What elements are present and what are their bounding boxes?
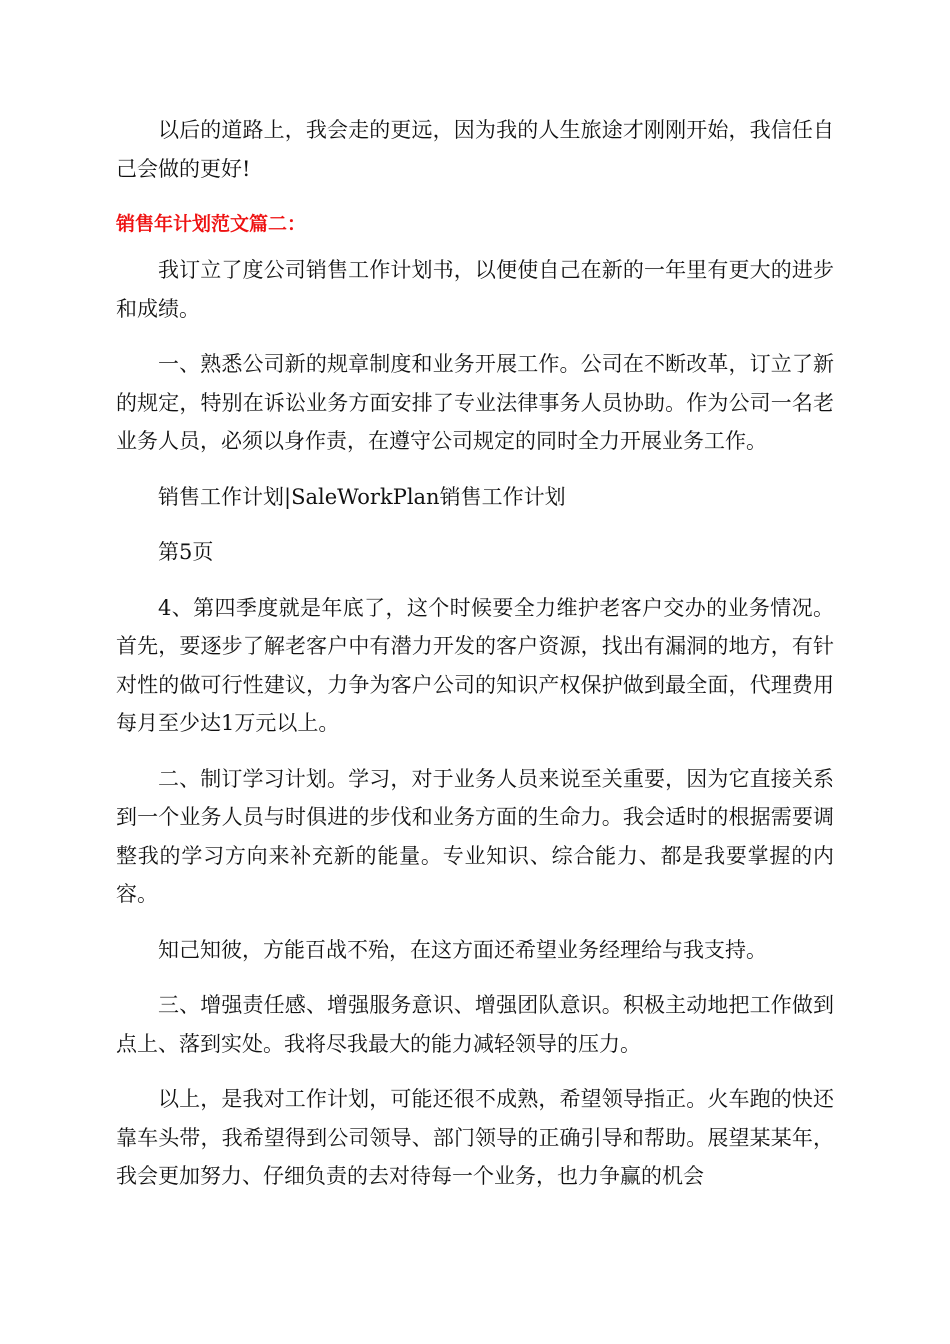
paragraph-point-three: 三、增强责任感、增强服务意识、增强团队意识。积极主动地把工作做到点上、落到实处。我将尽我最大的能力减轻领导的压力。 [116, 993, 834, 1056]
section-heading: 销售年计划范文篇二： [116, 213, 307, 235]
paragraph-running-title: 销售工作计划|SaleWorkPlan销售工作计划 [158, 484, 566, 509]
paragraph-closing-previous: 以后的道路上，我会走的更远，因为我的人生旅途才刚刚开始，我信任自己会做的更好! [116, 118, 834, 181]
paragraph-conclusion: 以上，是我对工作计划，可能还很不成熟，希望领导指正。火车跑的快还靠车头带，我希望得到公司领导、部门领导的正确引导和帮助。展望某某年，我会更加努力、仔细负责的去对待每一个业务，也力争赢的机会 [116, 1087, 834, 1188]
paragraph-know-yourself: 知己知彼，方能百战不殆，在这方面还希望业务经理给与我支持。 [158, 937, 767, 962]
document-page [116, 111, 834, 1213]
paragraph-point-two: 二、制订学习计划。学习，对于业务人员来说至关重要，因为它直接关系到一个业务人员与时俱进的步伐和业务方面的生命力。我会适时的根据需要调整我的学习方向来补充新的能量。专业知识、综合能力、都是我要掌握的内容。 [116, 766, 834, 906]
paragraph-intro: 我订立了度公司销售工作计划书，以便使自己在新的一年里有更大的进步和成绩。 [116, 258, 834, 321]
paragraph-fourth-quarter: 4、第四季度就是年底了，这个时候要全力维护老客户交办的业务情况。首先，要逐步了解老客户中有潜力开发的客户资源，找出有漏洞的地方，有针对性的做可行性建议，力争为客户公司的知识产权保护做到最全面，代理费用每月至少达1万元以上。 [116, 595, 834, 735]
paragraph-page-number: 第5页 [158, 540, 214, 564]
paragraph-point-one: 一、熟悉公司新的规章制度和业务开展工作。公司在不断改革，订立了新的规定，特别在诉讼业务方面安排了专业法律事务人员协助。作为公司一名老业务人员，必须以身作责，在遵守公司规定的同时全力开展业务工作。 [116, 352, 834, 453]
